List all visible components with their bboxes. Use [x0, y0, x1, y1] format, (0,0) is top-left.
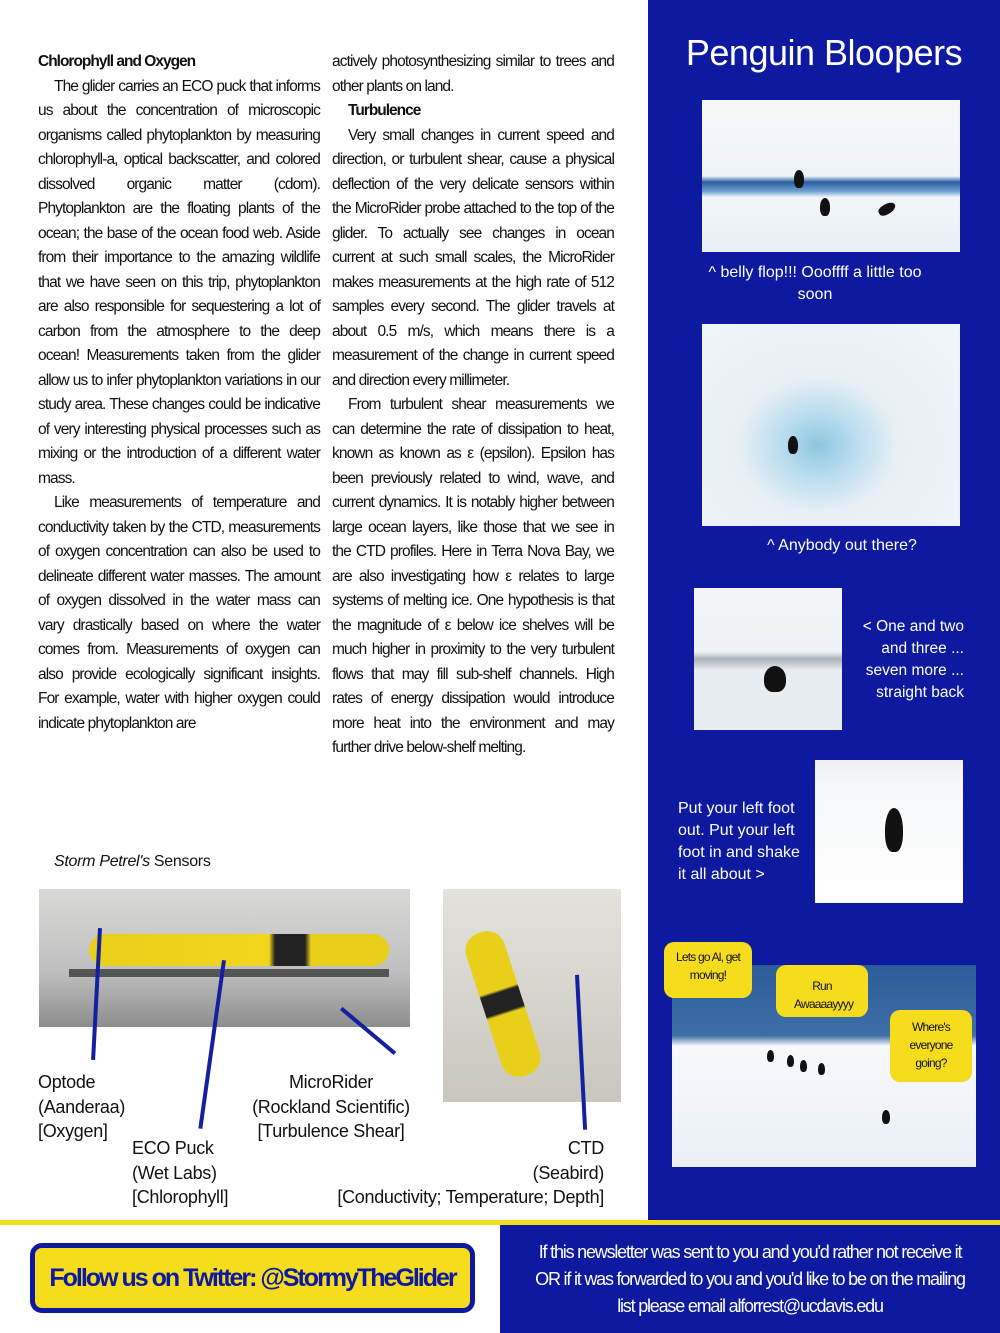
- caption-rest: Sensors: [149, 853, 211, 870]
- sensor-maker: (Seabird): [532, 1162, 604, 1183]
- sensor-measure: [Oxygen]: [38, 1121, 108, 1141]
- label-microrider: [240, 1070, 422, 1144]
- label-optode: [38, 1070, 125, 1144]
- sensor-name: Optode: [38, 1072, 96, 1092]
- caption-line: < One and two: [862, 618, 964, 635]
- penguin-photo-left-foot: [815, 760, 963, 903]
- penguin-photo-belly-flop: [702, 100, 960, 252]
- caption-one-and-two: [854, 616, 964, 704]
- penguin-photo-hokey: [694, 588, 842, 730]
- paragraph: Like measurements of temperature and conductivity taken by the CTD, measurements of oxygen concentration can also be used to delineate different water masses. The amount of oxygen dissolved in the water mass can vary drastically based on where the water comes from. Measurements of oxygen can also provide ecologically significant insights. For example, water with higher oxygen could indicate phytoplankton are: [38, 494, 320, 732]
- caption-line: straight back: [876, 684, 964, 701]
- caption-anybody: ^ Anybody out there?: [767, 537, 917, 554]
- penguin-bloopers-panel: [648, 0, 1000, 1222]
- speech-bubble: Where's everyone going?: [890, 1010, 972, 1082]
- caption-left-foot: Put your left foot out. Put your left foot in and shake it all about >: [678, 800, 800, 883]
- label-eco: [132, 1136, 228, 1210]
- caption-line: and three ...: [881, 640, 964, 657]
- sensor-measure: [Chlorophyll]: [132, 1187, 229, 1207]
- sensor-name: CTD: [567, 1138, 604, 1158]
- paragraph: Very small changes in current speed and direction, or turbulent shear, cause a physical deflection of the very delicate sensors within the MicroRider probe attached to the top of the glider. To actually see changes in ocean current at such small scales, the MicroRider makes measurements at the high rate of 512 samples every second. The glider travels at about 0.5 m/s, which means there is a measurement of the change in current speed and direction every millimeter.: [332, 126, 614, 389]
- sensor-measure: [Turbulence Shear]: [257, 1121, 405, 1141]
- notice-line: OR if it was forwarded to you and you'd like to be on the mailing: [535, 1269, 965, 1289]
- sensor-maker: (Rockland Scientific): [252, 1096, 410, 1117]
- glider-photo-2: [443, 889, 621, 1102]
- heading-turbulence: Turbulence: [348, 102, 421, 119]
- caption-line: seven more ...: [865, 662, 964, 679]
- caption-belly-flop: ^ belly flop!!! Oooffff a little too soon: [708, 264, 922, 303]
- penguin-photo-anybody: [702, 324, 960, 526]
- twitter-follow-button[interactable]: Follow us on Twitter: @StormyTheGlider: [30, 1243, 475, 1313]
- sensor-maker: (Wet Labs): [132, 1162, 217, 1183]
- caption-italic: Storm Petrel's: [54, 853, 150, 870]
- speech-bubble: Run Awaaaayyyy: [776, 965, 868, 1017]
- mailing-list-notice: [500, 1225, 1000, 1333]
- sensor-name: MicroRider: [288, 1072, 373, 1092]
- notice-line: list please email alforrest@ucdavis.edu: [617, 1296, 883, 1316]
- panel-title: Penguin Bloopers: [685, 32, 963, 73]
- paragraph: From turbulent shear measurements we can determine the rate of dissipation to heat, known as known as ε (epsilon). Epsilon has been previously related to wind, wave, and current dynamics. It is notably higher between large ocean layers, like those that we see in the CTD profiles. Here in Terra Nova Bay, we are also investigating how ε relates to large systems of melting ice. One hypothesis is that the magnitude of ε below ice shelves will be much higher in proximity to the very turbulent flows that may fill sub-shelf channels. High rates of energy dissipation would introduce more heat into the environment and may further drive below-shelf melting.: [332, 396, 614, 756]
- sensor-measure: [Conductivity; Temperature; Depth]: [337, 1187, 604, 1207]
- label-ctd: [320, 1136, 604, 1210]
- speech-bubble: Lets go Al, get moving!: [664, 942, 752, 998]
- article-column-2: [332, 50, 614, 761]
- paragraph: The glider carries an ECO puck that informs us about the concentration of microscopic organisms called phytoplankton by measuring chlorophyll-a, optical backscatter, and colored dissolved organic matter (cdom). Phytoplankton are the floating plants of the ocean; the base of the ocean food web. Aside from their importance to the amazing wildlife that we have seen on this trip, phytoplankton are also responsible for sequestering a lot of carbon from the atmosphere to the deep ocean! Measurements taken from the glider allow us to infer phytoplankton variations in our study area. These changes could be indicative of very interesting physical processes such as mixing or the introduction of a different water mass.: [38, 77, 320, 487]
- paragraph: actively photosynthesizing similar to trees and other plants on land.: [332, 53, 614, 95]
- notice-line: If this newsletter was sent to you and you'd rather not receive it: [538, 1242, 962, 1262]
- sensor-maker: (Aanderaa): [38, 1096, 126, 1117]
- article-column-1: [38, 50, 320, 736]
- sensors-caption: [54, 850, 211, 875]
- heading-chlorophyll: Chlorophyll and Oxygen: [38, 53, 196, 70]
- sensor-name: ECO Puck: [132, 1138, 214, 1158]
